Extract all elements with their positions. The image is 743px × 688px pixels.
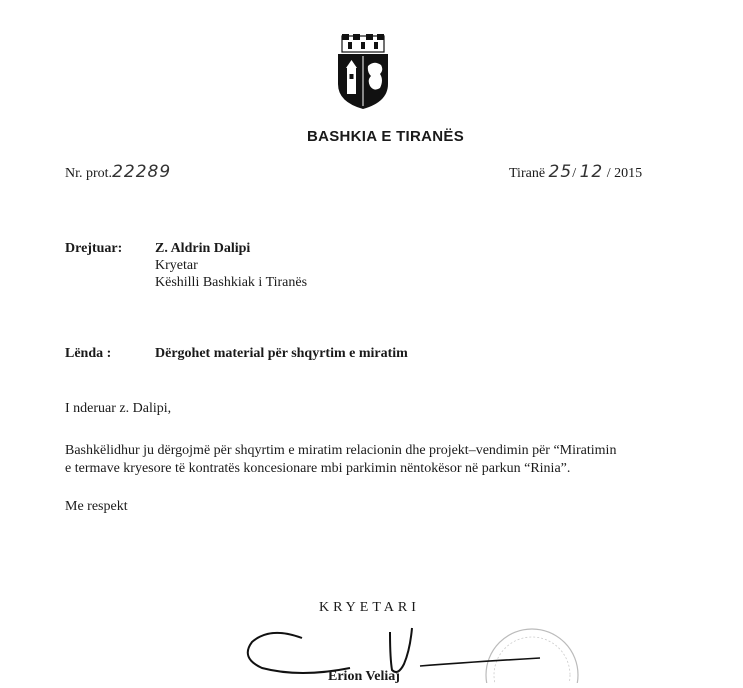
body-paragraph-line-1: Bashkëlidhur ju dërgojmë për shqyrtim e miratim relacionin dhe projekt–vendimin për “Miratimin [65, 443, 617, 458]
date-month-handwritten: 12 [579, 162, 604, 182]
signatory-role: KRYETARI [319, 600, 420, 615]
signatory-name: Erion Veliaj [328, 669, 400, 684]
addressee-title: Kryetar [155, 258, 198, 273]
subject-text: Dërgohet material për shqyrtim e miratim [155, 346, 408, 361]
tirana-coat-of-arms-icon [334, 34, 392, 110]
addressee-name: Z. Aldrin Dalipi [155, 241, 251, 256]
handwritten-signature-icon [240, 620, 560, 683]
body-paragraph-line-2: e termave kryesore të kontratës koncesionare mbi parkimin nëntokësor në parkun “Rinia”. [65, 461, 571, 476]
date-place: Tiranë [509, 166, 546, 181]
salutation: I nderuar z. Dalipi, [65, 401, 172, 416]
addressee-label: Drejtuar: [65, 241, 123, 256]
protocol-prefix: Nr. prot. [65, 166, 113, 181]
protocol-number-handwritten: 22289 [112, 162, 172, 182]
addressee-institution: Këshilli Bashkiak i Tiranës [155, 275, 308, 290]
date-line: Tiranë 25/ 12 / 2015 [509, 162, 643, 182]
protocol-line [65, 163, 171, 183]
date-day-handwritten: 25 [548, 162, 573, 182]
date-year: / 2015 [606, 166, 643, 181]
closing: Me respekt [65, 499, 128, 514]
subject-label: Lënda : [65, 346, 112, 361]
organization-title: BASHKIA E TIRANËS [306, 128, 465, 145]
